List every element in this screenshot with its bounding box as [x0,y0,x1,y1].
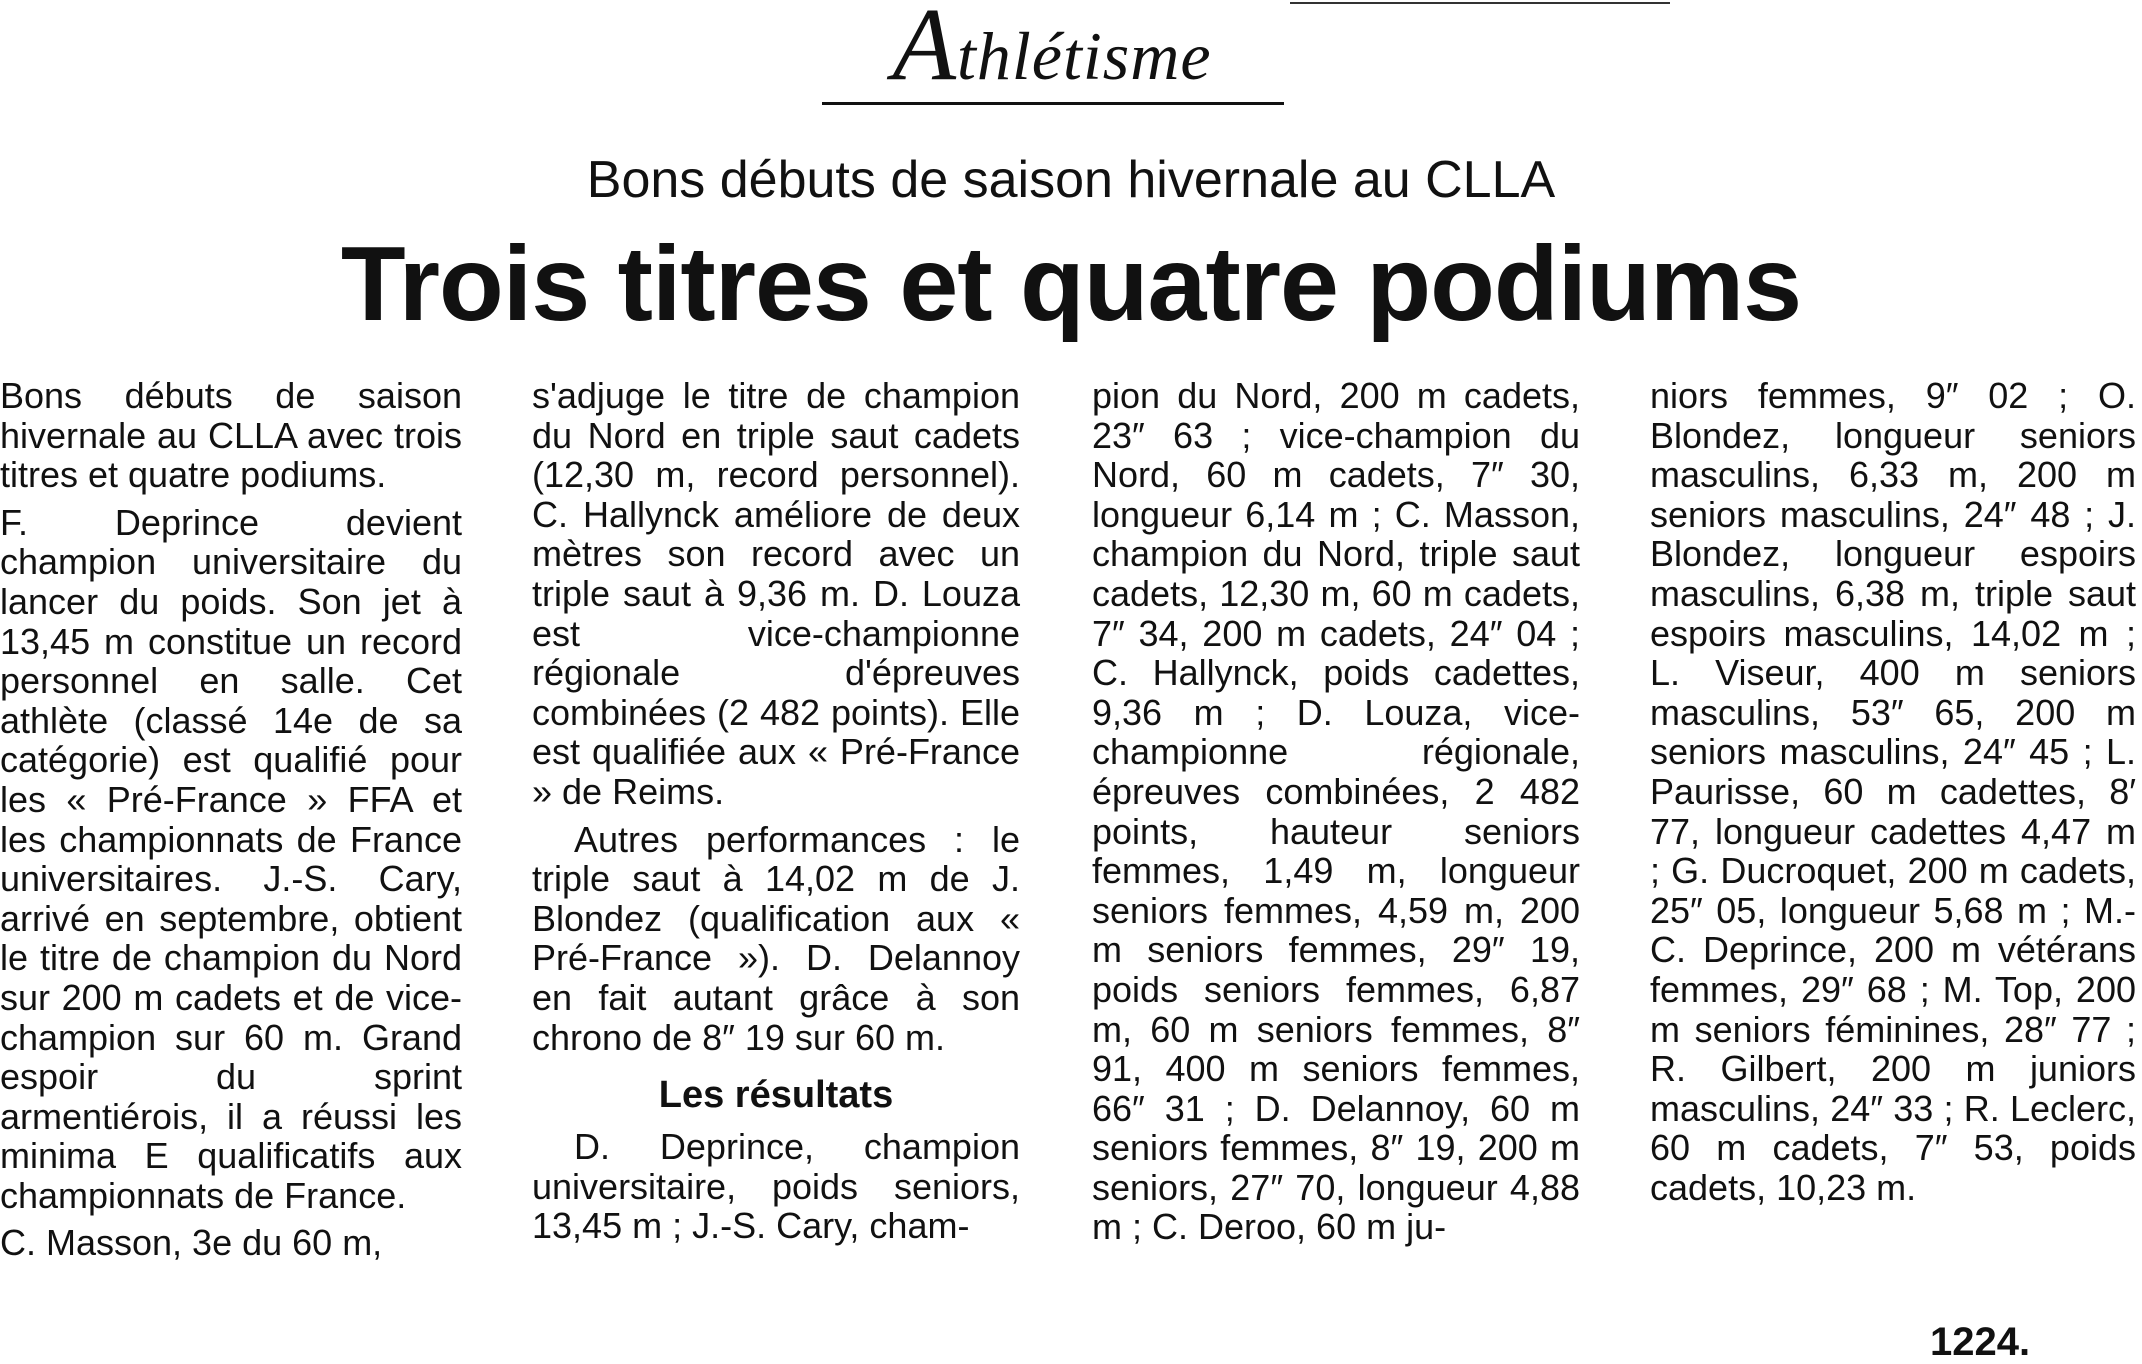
col2-paragraph-2: Autres performances : le triple saut à 14,02 m de J. Blondez (qualification aux « Pré-France »). D. Delannoy en fait autant grâce à son chrono de 8″ 19 sur 60 m. [532,818,1020,1058]
article-column-1 [0,376,462,1263]
article-column-4 [1650,376,2136,1207]
col2-paragraph-1: s'adjuge le titre de champion du Nord en triple saut cadets (12,30 m, record personnel). C. Hallynck améliore de deux mètres son record avec un triple saut à 9,36 m. D. Louza est vice-championne régionale d'épreuves combinées (2 482 points). Elle est qualifiée aux « Pré-France » de Reims. [532,375,1020,812]
section-rubric [822,0,1282,101]
col2-paragraph-3: D. Deprince, champion universitaire, poids seniors, 13,45 m ; J.-S. Cary, cham- [532,1126,1020,1247]
col3-paragraph-1: pion du Nord, 200 m cadets, 23″ 63 ; vice-champion du Nord, 60 m cadets, 7″ 30, longueur 6,14 m ; C. Masson, champion du Nord, triple saut cadets, 12,30 m, 60 m cadets, 7″ 34, 200 m cadets, 24″ 04 ; C. Hallynck, poids cadettes, 9,36 m ; D. Louza, vice-championne régionale, épreuves combinées, 2 482 points, hauteur seniors femmes, 1,49 m, longueur seniors femmes, 4,59 m, 200 m seniors femmes, 29″ 19, poids seniors femmes, 6,87 m, 60 m seniors femmes, 8″ 91, 400 m seniors femmes, 66″ 31 ; D. Delannoy, 60 m seniors femmes, 8″ 19, 200 m seniors, 27″ 70, longueur 4,88 m ; C. Deroo, 60 m ju- [1092,375,1580,1248]
article-column-3 [1092,376,1580,1247]
rubric-rest: thlétisme [957,18,1212,94]
col1-paragraph-2: F. Deprince devient champion universitaire du lancer du poids. Son jet à 13,45 m constitue un record personnel en salle. Cet athlète (classé 14e de sa catégorie) est qualifié pour les « Pré-France » FFA et les championnats de France universitaires. J.-S. Cary, arrivé en septembre, obtient le titre de champion du Nord sur 200 m cadets et de vice-champion sur 60 m. Grand espoir du sprint armentiérois, il a réussi les minima E qualificatifs aux championnats de France. [0,501,462,1216]
col4-paragraph-1: niors femmes, 9″ 02 ; O. Blondez, longueur seniors masculins, 6,33 m, 200 m seniors masculins, 24″ 48 ; J. Blondez, longueur espoirs masculins, 6,38 m, triple saut espoirs masculins, 14,02 m ; L. Viseur, 400 m seniors masculins, 53″ 65, 200 m seniors masculins, 24″ 45 ; L. Paurisse, 60 m cadettes, 8′ 77, longueur cadettes 4,47 m ; G. Ducroquet, 200 m cadets, 25″ 05, longueur 5,68 m ; M.-C. Deprince, 200 m vétérans femmes, 29″ 68 ; M. Top, 200 m seniors féminines, 28″ 77 ; R. Gilbert, 200 m juniors masculins, 24″ 33 ; R. Leclerc, 60 m cadets, 7″ 53, poids cadets, 10,23 m. [1650,375,2136,1208]
rubric-initial: A [892,0,957,102]
top-rule [1290,2,1670,4]
article-column-2 [532,376,1020,1246]
col1-paragraph-3: C. Masson, 3e du 60 m, [0,1222,383,1264]
page-reference-number: 1224. [1930,1320,2031,1364]
kicker: Bons débuts de saison hivernale au CLLA [586,151,1556,209]
rubric-underline [822,102,1284,105]
results-subhead: Les résultats [658,1074,894,1117]
headline: Trois titres et quatre podiums [340,225,1802,343]
col1-paragraph-1: Bons débuts de saison hivernale au CLLA avec trois titres et quatre podiums. [0,376,462,496]
